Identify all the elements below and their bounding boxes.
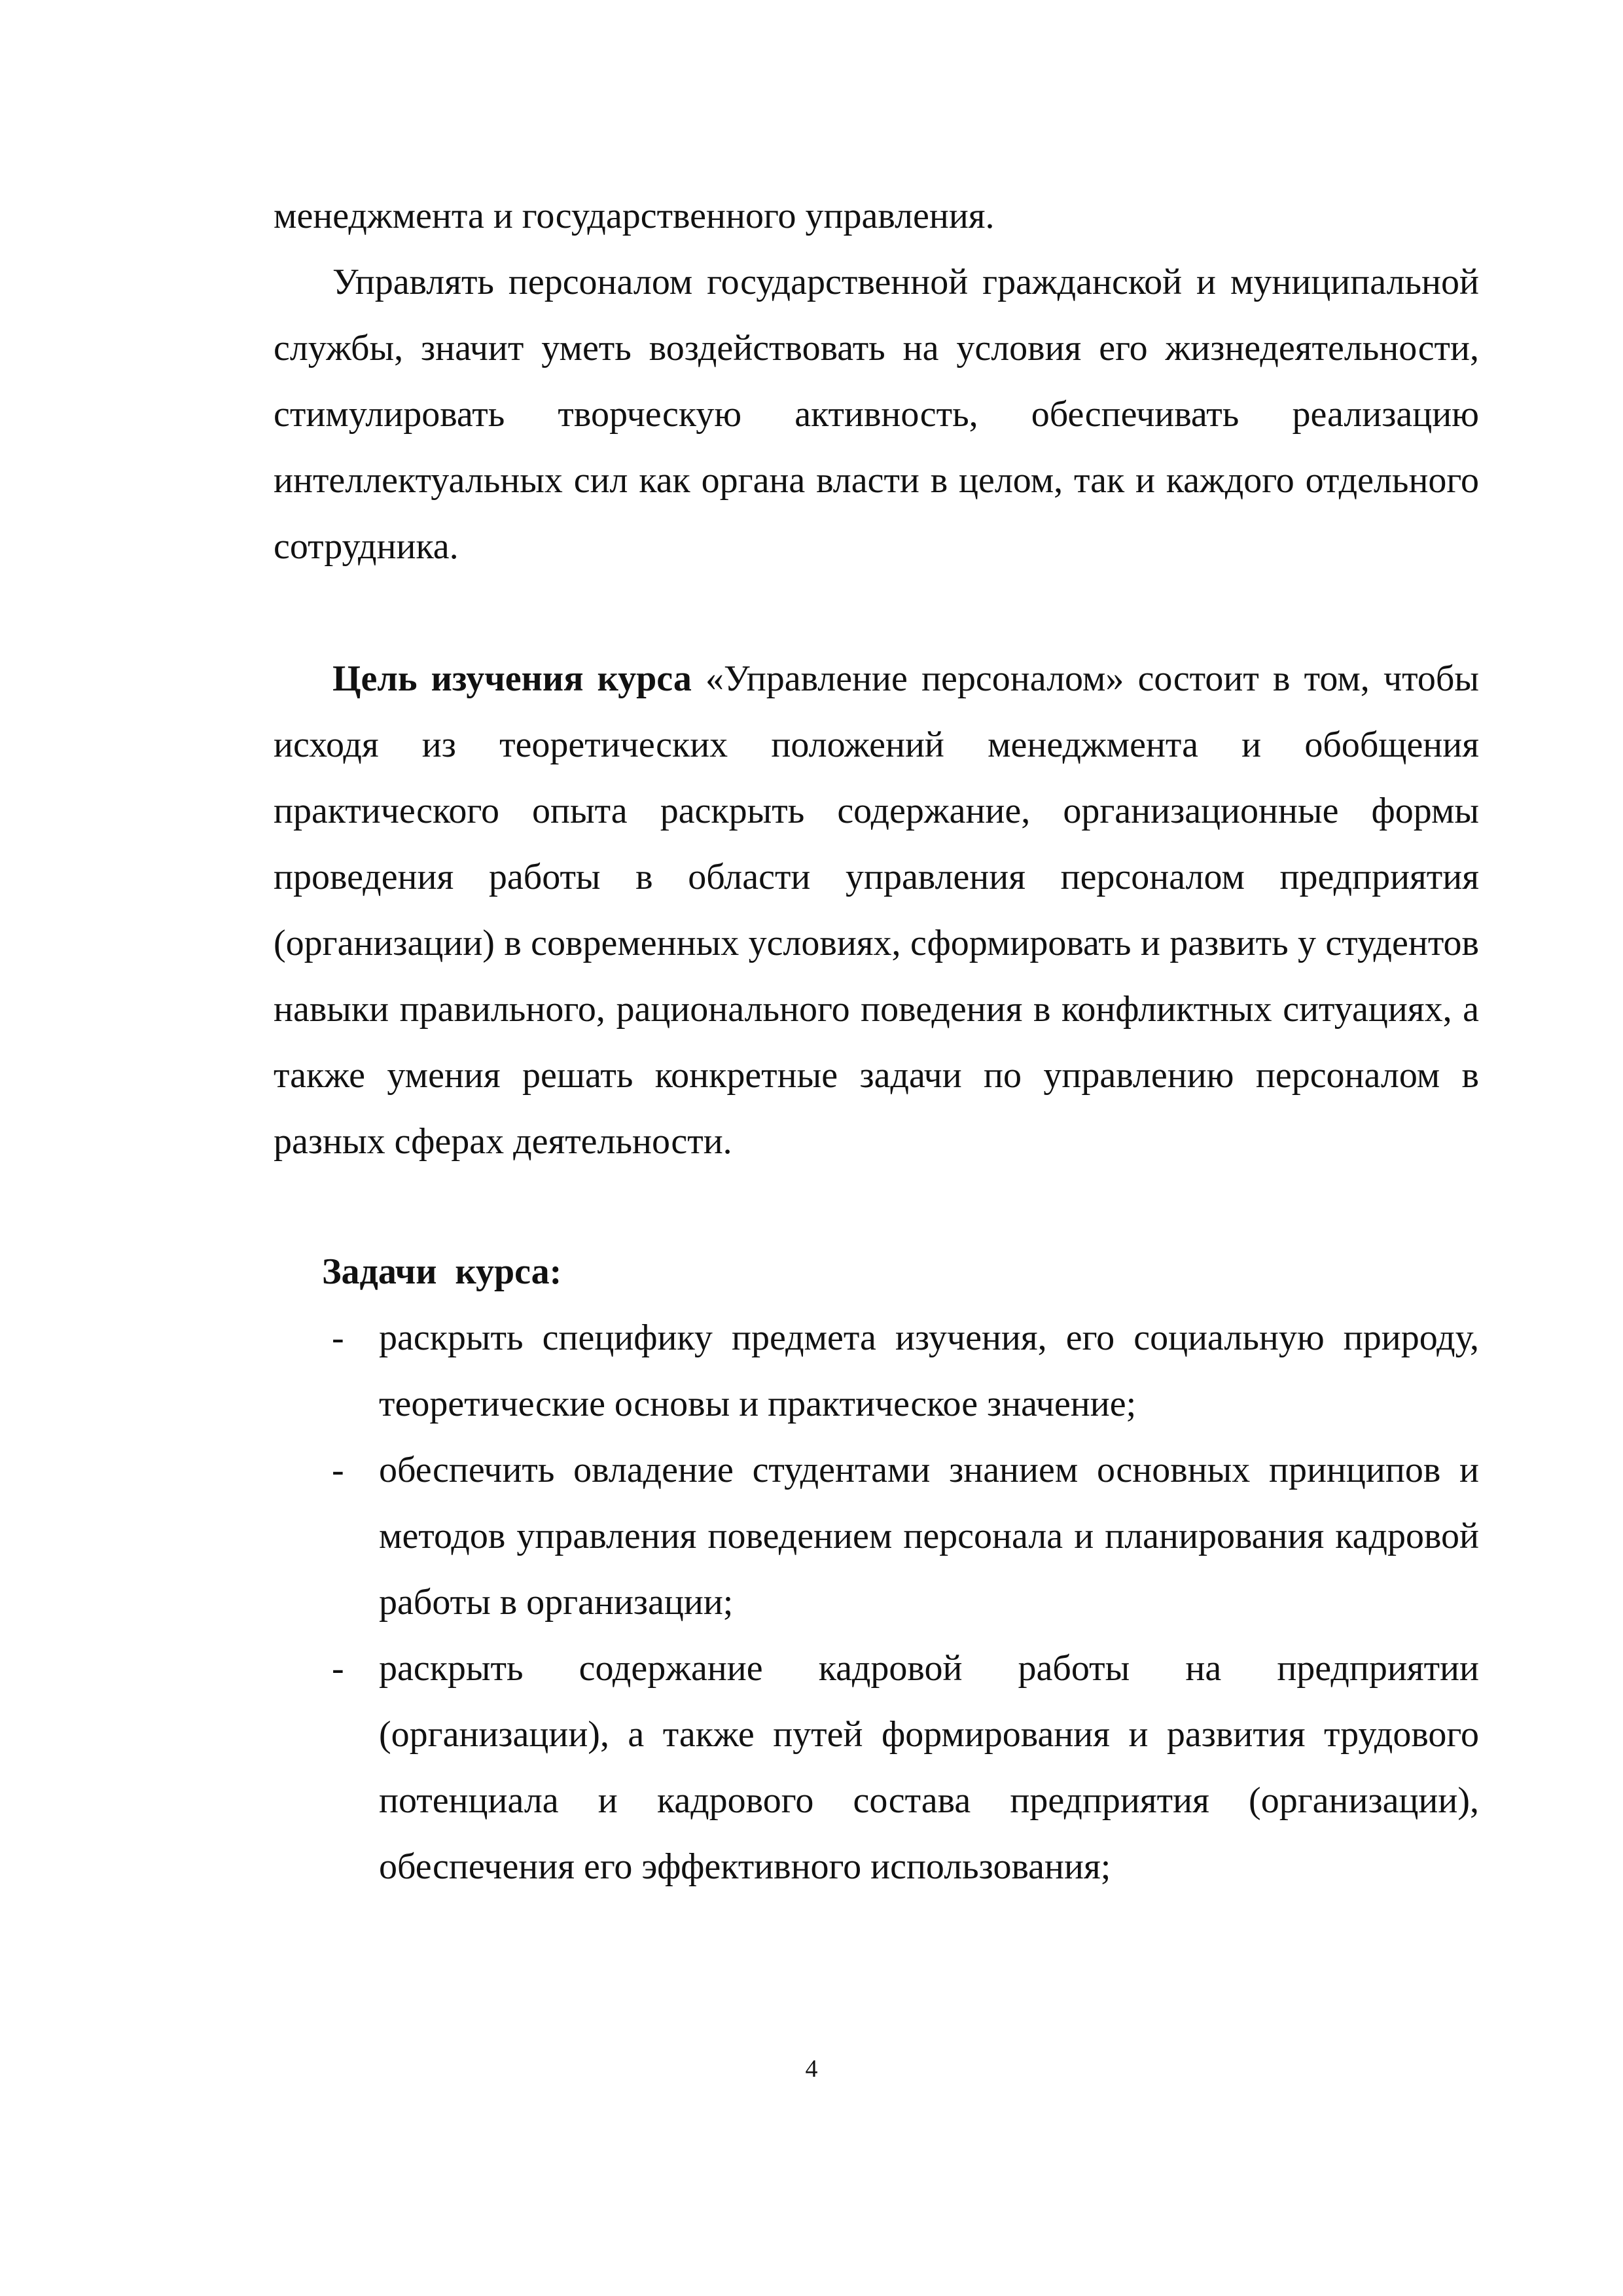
paragraph-text: Управлять персоналом государственной гражданской и муниципальной службы, значит уметь воздействовать на условия его жизнедеятельности, стимулировать творческую активность, обеспечивать реализацию интеллектуальных сил как органа власти в целом, так и каждого отдельного сотрудника. (274, 262, 1479, 567)
paragraph-text: менеджмента и государственного управления. (274, 196, 995, 236)
bullet-dash: - (332, 1450, 344, 1490)
paragraph-course-goal (274, 646, 1479, 1175)
bullet-dash: - (332, 1648, 344, 1689)
tasks-list (323, 1305, 1479, 1900)
paragraph-personnel-management (274, 249, 1479, 580)
paragraph-continuation (274, 183, 1479, 249)
list-item (323, 1305, 1479, 1437)
paragraph-body (274, 646, 1479, 1175)
bullet-dash: - (332, 1318, 344, 1358)
task-text: раскрыть специфику предмета изучения, его социальную природу, теоретические основы и практическое значение; (379, 1318, 1479, 1424)
course-goal-lead: Цель изучения курса (332, 658, 692, 699)
list-item (323, 1437, 1479, 1636)
page-number: 4 (805, 2055, 818, 2083)
course-goal-text: «Управление персоналом» состоит в том, чтобы исходя из теоретических положений менеджмента и обобщения практического опыта раскрыть содержание, организационные формы проведения работы в области управления персоналом предприятия (организации) в современных условиях, сформировать и развить у студентов навыки правильного, рационального поведения в конфликтных ситуациях, а также умения решать конкретные задачи по управлению персоналом в разных сферах деятельности. (274, 658, 1479, 1162)
task-text: обеспечить овладение студентами знанием основных принципов и методов управления поведением персонала и планирования кадровой работы в организации; (379, 1450, 1479, 1623)
tasks-heading: Задачи курса: (322, 1251, 562, 1292)
task-text: раскрыть содержание кадровой работы на предприятии (организации), а также путей формирования и развития трудового потенциала и кадрового состава предприятия (организации), обеспечения его эффективного использования; (379, 1648, 1479, 1887)
list-item (323, 1636, 1479, 1900)
